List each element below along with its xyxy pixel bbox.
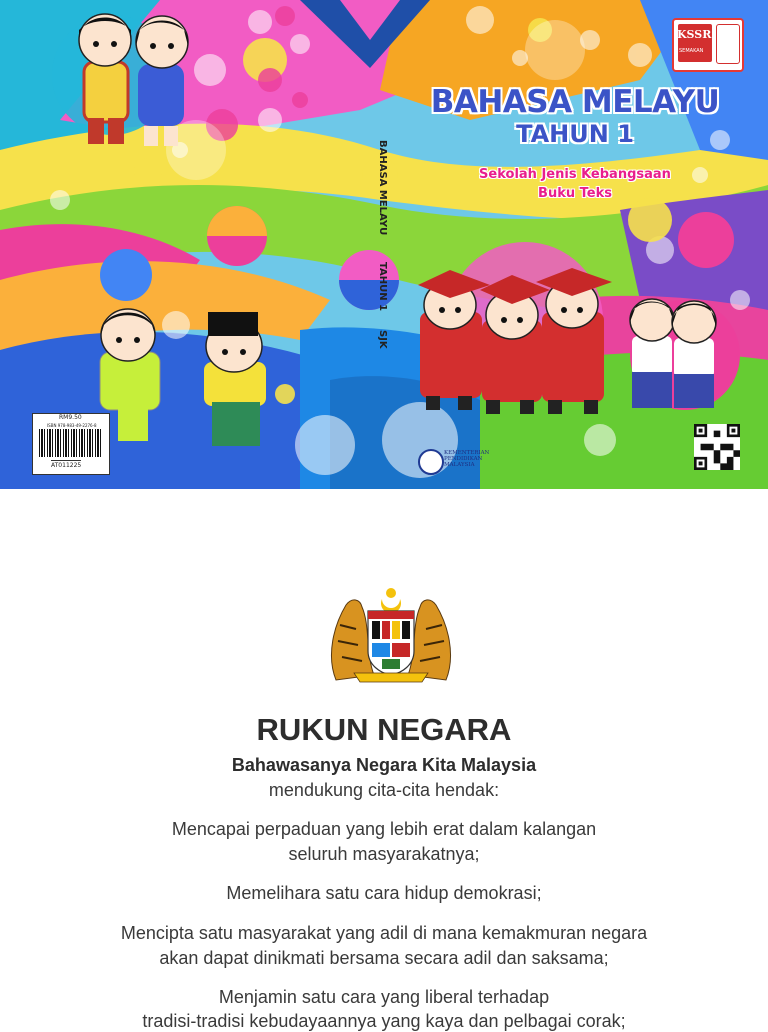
badge-sub: SEMAKAN (679, 48, 704, 54)
book-cover (0, 0, 768, 489)
cover-school-type: Sekolah Jenis Kebangsaan (479, 167, 671, 182)
kssr-badge (672, 18, 744, 72)
principle-1-line-1: Mencapai perpaduan yang lebih erat dalam kalangan (171, 819, 597, 839)
rukun-negara-subtitle: Bahawasanya Negara Kita Malaysia (231, 755, 537, 775)
isbn-label: ISBN 978-983-49-2276-8 (47, 423, 97, 428)
rukun-negara-page (0, 489, 768, 1031)
rukun-negara-title: RUKUN NEGARA (256, 712, 512, 747)
badge-ring (716, 24, 740, 64)
principle-3-line-1: Mencipta satu masyarakat yang adil di mana kemakmuran negara (120, 923, 648, 943)
cover-book-type: Buku Teks (538, 186, 612, 201)
ministry-logo-icon (418, 449, 444, 475)
spine-title: BAHASA MELAYU (377, 140, 388, 236)
price-label: RM9.50 (59, 414, 82, 421)
children-illustration (0, 0, 768, 489)
coat-of-arms-icon (326, 585, 456, 685)
rukun-negara-intro: mendukung cita-cita hendak: (268, 780, 500, 800)
spine-code: SJK (377, 330, 388, 349)
principle-3-line-2: akan dapat dinikmati bersama secara adil dan saksama; (159, 948, 609, 968)
barcode (32, 413, 110, 475)
ministry-line-2: PENDIDIKAN (444, 456, 483, 462)
principle-4-line-1: Menjamin satu cara yang liberal terhadap (218, 987, 550, 1007)
ministry-line-3: MALAYSIA (444, 462, 475, 468)
ministry-name (444, 450, 514, 468)
principle-2-line-1: Memelihara satu cara hidup demokrasi; (226, 883, 542, 903)
cover-title: BAHASA MELAYU (430, 84, 720, 120)
badge-label: KSSR (677, 28, 712, 41)
cover-year: TAHUN 1 (516, 120, 634, 148)
qr-code (694, 424, 740, 470)
principle-1-line-2: seluruh masyarakatnya; (288, 844, 480, 864)
principle-4-line-2: tradisi-tradisi kebudayaannya yang kaya dan pelbagai corak; (142, 1011, 626, 1031)
barcode-bars (39, 429, 103, 457)
product-code: AT011225 (51, 462, 82, 469)
spine-year: TAHUN 1 (377, 262, 388, 312)
ministry-line-1: KEMENTERIAN (444, 450, 490, 456)
